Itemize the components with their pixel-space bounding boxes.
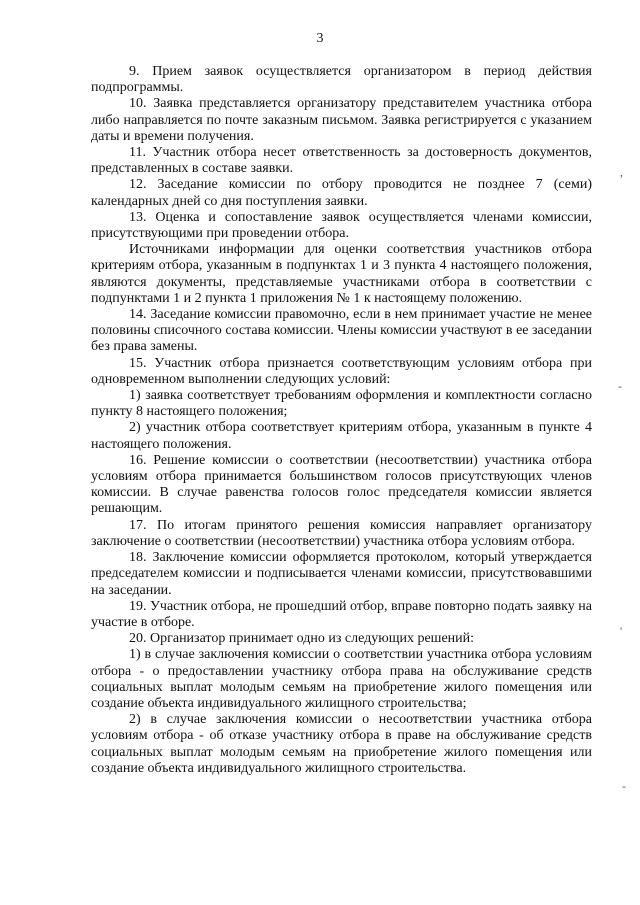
paragraph: 17. По итогам принятого решения комиссия направляет организатору заключение о соответствии (несоответствии) участника отбора условиям отбора. <box>91 517 592 549</box>
scan-mark: - <box>622 779 626 793</box>
scan-mark: , <box>620 165 623 179</box>
paragraph: 1) в случае заключения комиссии о соответствии участника отбора условиям отбора - о предоставлении участнику отбора права на обслуживание средств социальных выплат молодым семьям на приобретение жилого помещения или создание объекта индивидуального жилищного строительства; <box>91 647 592 711</box>
paragraph: 15. Участник отбора признается соответствующим условиям отбора при одновременном выполнении следующих условий: <box>91 355 592 387</box>
scan-mark: - <box>618 379 622 393</box>
paragraph: 2) участник отбора соответствует критериям отбора, указанным в пункте 4 настоящего положения. <box>91 420 592 452</box>
paragraph: Источниками информации для оценки соответствия участников отбора критериям отбора, указанным в подпунктах 1 и 3 пункта 4 настоящего положения, являются документы, представляемые участниками отбора в соответствии с подпунктами 1 и 2 пункта 1 приложения № 1 к настоящему положению. <box>91 242 592 306</box>
paragraph: 16. Решение комиссии о соответствии (несоответствии) участника отбора условиям отбора принимается большинством голосов присутствующих членов комиссии. В случае равенства голосов голос председателя комиссии является решающим. <box>91 452 592 517</box>
paragraph: 11. Участник отбора несет ответственность за достоверность документов, представленных в составе заявки. <box>91 145 592 177</box>
paragraph: 2) в случае заключения комиссии о несоответствии участника отбора условиям отбора - об отказе участнику отбора в праве на обслуживание средств социальных выплат молодым семьям на приобретение жилого помещения или создание объекта индивидуального жилищного строительства. <box>91 712 592 776</box>
document-body <box>91 64 592 777</box>
page-number: 3 <box>316 31 324 46</box>
paragraph: 18. Заключение комиссии оформляется протоколом, который утверждается председателем комиссии и подписывается членами комиссии, присутствовавшими на заседании. <box>91 550 592 598</box>
paragraph: 14. Заседание комиссии правомочно, если в нем принимает участие не менее половины списочного состава комиссии. Члены комиссии участвуют в ее заседании без права замены. <box>91 307 592 355</box>
paragraph: 19. Участник отбора, не прошедший отбор, вправе повторно подать заявку на участие в отборе. <box>91 598 592 630</box>
paragraph: 13. Оценка и сопоставление заявок осуществляется членами комиссии, присутствующими при проведении отбора. <box>91 209 592 242</box>
paragraph: 12. Заседание комиссии по отбору проводится не позднее 7 (семи) календарных дней со дня поступления заявки. <box>91 177 592 209</box>
paragraph: 10. Заявка представляется организатору представителем участника отбора либо направляется по почте заказным письмом. Заявка регистрируется с указанием даты и времени получения. <box>91 96 592 144</box>
paragraph: 1) заявка соответствует требованиям оформления и комплектности согласно пункту 8 настоящего положения; <box>91 388 592 420</box>
paragraph: 9. Прием заявок осуществляется организатором в период действия подпрограммы. <box>91 64 592 96</box>
scan-mark: ' <box>620 624 623 638</box>
paragraph: 20. Организатор принимает одно из следующих решений: <box>129 631 475 647</box>
